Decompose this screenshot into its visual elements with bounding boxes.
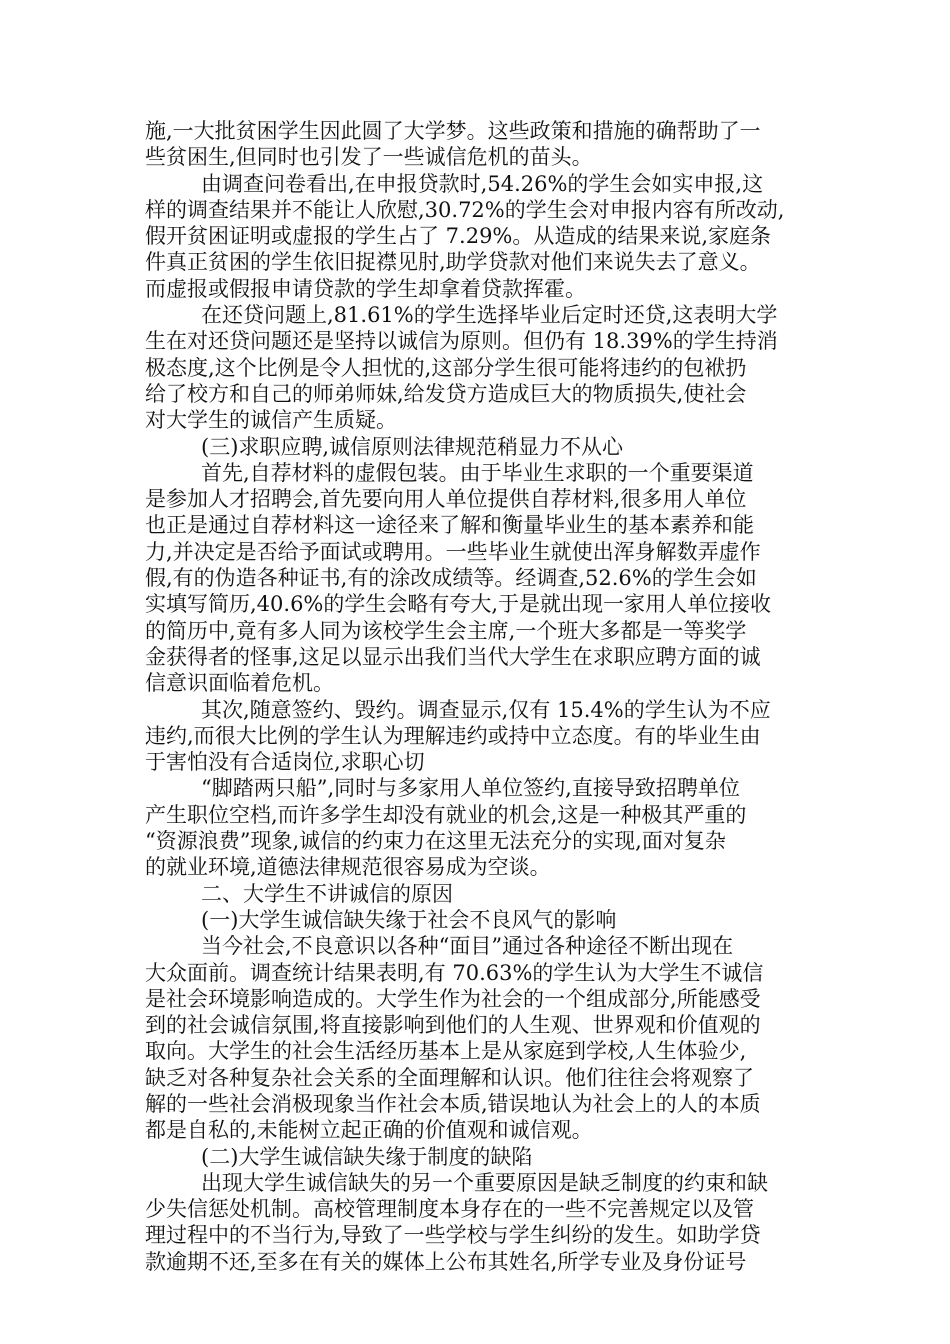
text-line: 是社会环境影响造成的。大学生作为社会的一个组成部分,所能感受: [145, 986, 761, 1011]
text-line: 取向。大学生的社会生活经历基本上是从家庭到学校,人生体验少,: [145, 1039, 747, 1064]
text-line: 生在对还贷问题还是坚持以诚信为原则。但仍有 18.39%的学生持消: [145, 329, 778, 354]
text-line: 实填写简历,40.6%的学生会略有夸大,于是就出现一家用人单位接收: [145, 592, 772, 617]
text-line: 金获得者的怪事,这足以显示出我们当代大学生在求职应聘方面的诚: [145, 644, 761, 669]
paragraph-first-line: 在还贷问题上,81.61%的学生选择毕业后定时还贷,这表明大学: [201, 303, 778, 328]
text-line: 假开贫困证明或虚报的学生占了 7.29%。从造成的结果来说,家庭条: [145, 224, 772, 249]
text-line: 于害怕没有合适岗位,求职心切: [145, 750, 425, 775]
text-line: 到的社会诚信氛围,将直接影响到他们的人生观、世界观和价值观的: [145, 1013, 761, 1038]
text-line: 件真正贫困的学生依旧捉襟见肘,助学贷款对他们来说失去了意义。: [145, 250, 761, 275]
text-line: 款逾期不还,至多在有关的媒体上公布其姓名,所学专业及身份证号: [145, 1249, 747, 1274]
text-line: 违约,而很大比例的学生认为理解违约或持中立态度。有的毕业生由: [145, 723, 761, 748]
text-line: 样的调查结果并不能让人欣慰,30.72%的学生会对申报内容有所改动,: [145, 197, 785, 222]
text-line: 极态度,这个比例是令人担忧的,这部分学生很可能将违约的包袱扔: [145, 355, 747, 380]
paragraph-first-line: “脚踏两只船”,同时与多家用人单位签约,直接导致招聘单位: [201, 776, 740, 801]
text-line: 对大学生的诚信产生质疑。: [145, 408, 397, 433]
paragraph-first-line: 其次,随意签约、毁约。调查显示,仅有 15.4%的学生认为不应: [201, 697, 771, 722]
text-line: “资源浪费”现象,诚信的约束力在这里无法充分的实现,面对复杂: [145, 829, 726, 854]
text-line: 施,一大批贫困学生因此圆了大学梦。这些政策和措施的确帮助了一: [145, 119, 761, 143]
text-line: 而虚报或假报申请贷款的学生却拿着贷款挥霍。: [145, 276, 586, 301]
text-line: 力,并决定是否给予面试或聘用。一些毕业生就使出浑身解数弄虚作: [145, 539, 761, 564]
text-line: 给了校方和自己的师弟师妹,给发贷方造成巨大的物质损失,使社会: [145, 381, 747, 406]
text-line: 理过程中的不当行为,导致了一些学校与学生纠纷的发生。如助学贷: [145, 1223, 761, 1248]
text-line: 的简历中,竟有多人同为该校学生会主席,一个班大多都是一等奖学: [145, 618, 747, 643]
paragraph-first-line: 二、大学生不讲诚信的原因: [201, 881, 453, 906]
paragraph-first-line: (三)求职应聘,诚信原则法律规范稍显力不从心: [201, 434, 624, 459]
paragraph-first-line: 由调查问卷看出,在申报贷款时,54.26%的学生会如实申报,这: [201, 171, 764, 196]
text-line: 信意识面临着危机。: [145, 671, 334, 696]
body-text: [145, 118, 807, 1275]
text-line: 假,有的伪造各种证书,有的涂改成绩等。经调查,52.6%的学生会如: [145, 566, 757, 591]
paragraph-first-line: 首先,自荐材料的虚假包装。由于毕业生求职的一个重要渠道: [201, 460, 754, 485]
text-line: 些贫困生,但同时也引发了一些诚信危机的苗头。: [145, 145, 593, 170]
paragraph-first-line: (一)大学生诚信缺失缘于社会不良风气的影响: [201, 907, 617, 932]
paragraph-first-line: (二)大学生诚信缺失缘于制度的缺陷: [201, 1144, 533, 1169]
text-line: 是参加人才招聘会,首先要向用人单位提供自荐材料,很多用人单位: [145, 487, 747, 512]
text-line: 少失信惩处机制。高校管理制度本身存在的一些不完善规定以及管: [145, 1197, 754, 1222]
text-line: 解的一些社会消极现象当作社会本质,错误地认为社会上的人的本质: [145, 1091, 761, 1116]
text-line: 也正是通过自荐材料这一途径来了解和衡量毕业生的基本素养和能: [145, 513, 754, 538]
text-line: 大众面前。调查统计结果表明,有 70.63%的学生认为大学生不诚信: [145, 960, 764, 985]
paragraph-first-line: 出现大学生诚信缺失的另一个重要原因是缺乏制度的约束和缺: [201, 1170, 768, 1195]
text-line: 都是自私的,未能树立起正确的价值观和诚信观。: [145, 1118, 593, 1143]
text-line: 产生职位空档,而许多学生却没有就业的机会,这是一种极其严重的: [145, 802, 747, 827]
paragraph-first-line: 当今社会,不良意识以各种“面目”通过各种途径不断出现在: [201, 934, 734, 959]
text-line: 缺乏对各种复杂社会关系的全面理解和认识。他们往往会将观察了: [145, 1065, 754, 1090]
text-line: 的就业环境,道德法律规范很容易成为空谈。: [145, 855, 551, 880]
